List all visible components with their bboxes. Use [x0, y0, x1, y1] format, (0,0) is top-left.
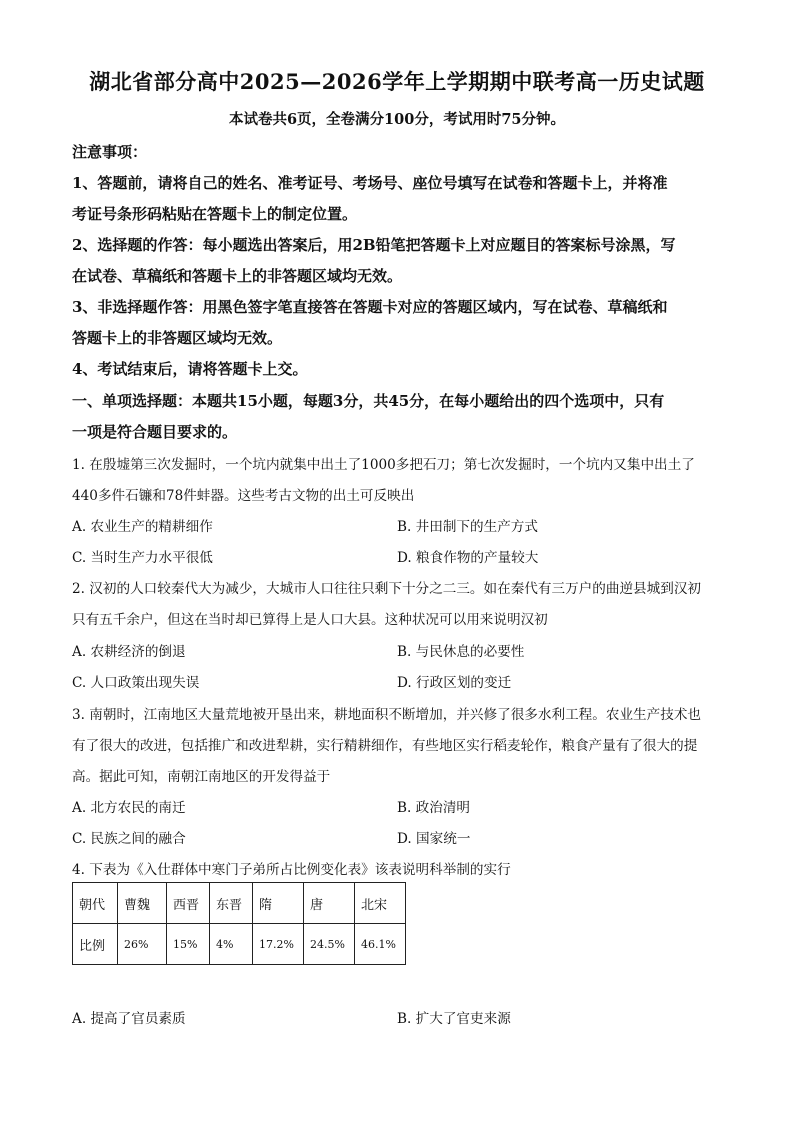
table-row [73, 883, 406, 924]
table-cell: 比例 [73, 924, 118, 965]
question-1-option-d: D. 粮食作物的产量较大 [397, 550, 539, 566]
note-3-line-2: 答题卡上的非答题区域均无效。 [72, 329, 283, 347]
question-1-line-1: 1. 在殷墟第三次发掘时，一个坑内就集中出土了1000多把石刀；第七次发掘时，一个坑内又集中出土了 [72, 457, 695, 473]
table-cell: 北宋 [355, 883, 406, 924]
official-ratio-table [72, 882, 406, 965]
note-2-line-1: 2、选择题的作答：每小题选出答案后，用2B铅笔把答题卡上对应题目的答案标号涂黑，写 [72, 236, 676, 254]
table-cell: 唐 [304, 883, 355, 924]
question-3-line-3: 高。据此可知，南朝江南地区的开发得益于 [72, 769, 331, 785]
table-cell: 24.5% [304, 924, 355, 965]
table-cell: 4% [210, 924, 253, 965]
note-4: 4、考试结束后，请将答题卡上交。 [72, 360, 308, 378]
question-2-option-c: C. 人口政策出现失误 [72, 675, 200, 691]
exam-subtitle: 本试卷共6页，全卷满分100分，考试用时75分钟。 [228, 111, 566, 128]
table-cell: 46.1% [355, 924, 406, 965]
notes-heading: 注意事项： [72, 143, 148, 161]
question-2-option-a: A. 农耕经济的倒退 [72, 644, 186, 660]
question-3-option-b: B. 政治清明 [397, 800, 471, 816]
table-cell: 17.2% [253, 924, 304, 965]
table-cell: 朝代 [73, 883, 118, 924]
note-1-line-1: 1、答题前，请将自己的姓名、准考证号、考场号、座位号填写在试卷和答题卡上，并将准 [72, 174, 668, 192]
question-2-option-d: D. 行政区划的变迁 [397, 675, 512, 691]
question-1-line-2: 440多件石镰和78件蚌器。这些考古文物的出土可反映出 [72, 488, 415, 504]
question-2-line-1: 2. 汉初的人口较秦代大为减少，大城市人口往往只剩下十分之二三。如在秦代有三万户的曲逆县城到汉初 [72, 581, 702, 597]
note-1-line-2: 考证号条形码粘贴在答题卡上的制定位置。 [72, 205, 358, 223]
section-1-instruction-line-1: 一、单项选择题：本题共15小题，每题3分，共45分，在每小题给出的四个选项中，只有 [72, 392, 665, 410]
question-1-option-b: B. 井田制下的生产方式 [397, 519, 538, 535]
table-cell: 曹魏 [118, 883, 167, 924]
question-4-option-a: A. 提高了官员素质 [72, 1011, 186, 1027]
question-3-option-d: D. 国家统一 [397, 831, 471, 847]
note-3-line-1: 3、非选择题作答：用黑色签字笔直接答在答题卡对应的答题区域内，写在试卷、草稿纸和 [72, 298, 668, 316]
exam-title: 湖北省部分高中2025—2026学年上学期期中联考高一历史试题 [89, 69, 705, 94]
question-4-line-1: 4. 下表为《入仕群体中寒门子弟所占比例变化表》该表说明科举制的实行 [72, 862, 511, 878]
question-3-option-a: A. 北方农民的南迁 [72, 800, 186, 816]
question-1-option-c: C. 当时生产力水平很低 [72, 550, 213, 566]
question-3-option-c: C. 民族之间的融合 [72, 831, 186, 847]
table-cell: 西晋 [167, 883, 210, 924]
note-2-line-2: 在试卷、草稿纸和答题卡上的非答题区域均无效。 [72, 267, 403, 285]
question-3-line-2: 有了很大的改进，包括推广和改进犁耕，实行精耕细作，有些地区实行稻麦轮作，粮食产量有了很大的提 [72, 738, 698, 754]
question-3-line-1: 3. 南朝时，江南地区大量荒地被开垦出来，耕地面积不断增加，并兴修了很多水利工程。农业生产技术也 [72, 707, 702, 723]
table-cell: 隋 [253, 883, 304, 924]
table-cell: 东晋 [210, 883, 253, 924]
table-cell: 15% [167, 924, 210, 965]
section-1-instruction-line-2: 一项是符合题目要求的。 [72, 423, 238, 441]
table-cell: 26% [118, 924, 167, 965]
question-4-option-b: B. 扩大了官吏来源 [397, 1011, 511, 1027]
question-2-option-b: B. 与民休息的必要性 [397, 644, 525, 660]
table-row [73, 924, 406, 965]
question-1-option-a: A. 农业生产的精耕细作 [72, 519, 213, 535]
question-2-line-2: 只有五千余户，但这在当时却已算得上是人口大县。这种状况可以用来说明汉初 [72, 612, 548, 628]
